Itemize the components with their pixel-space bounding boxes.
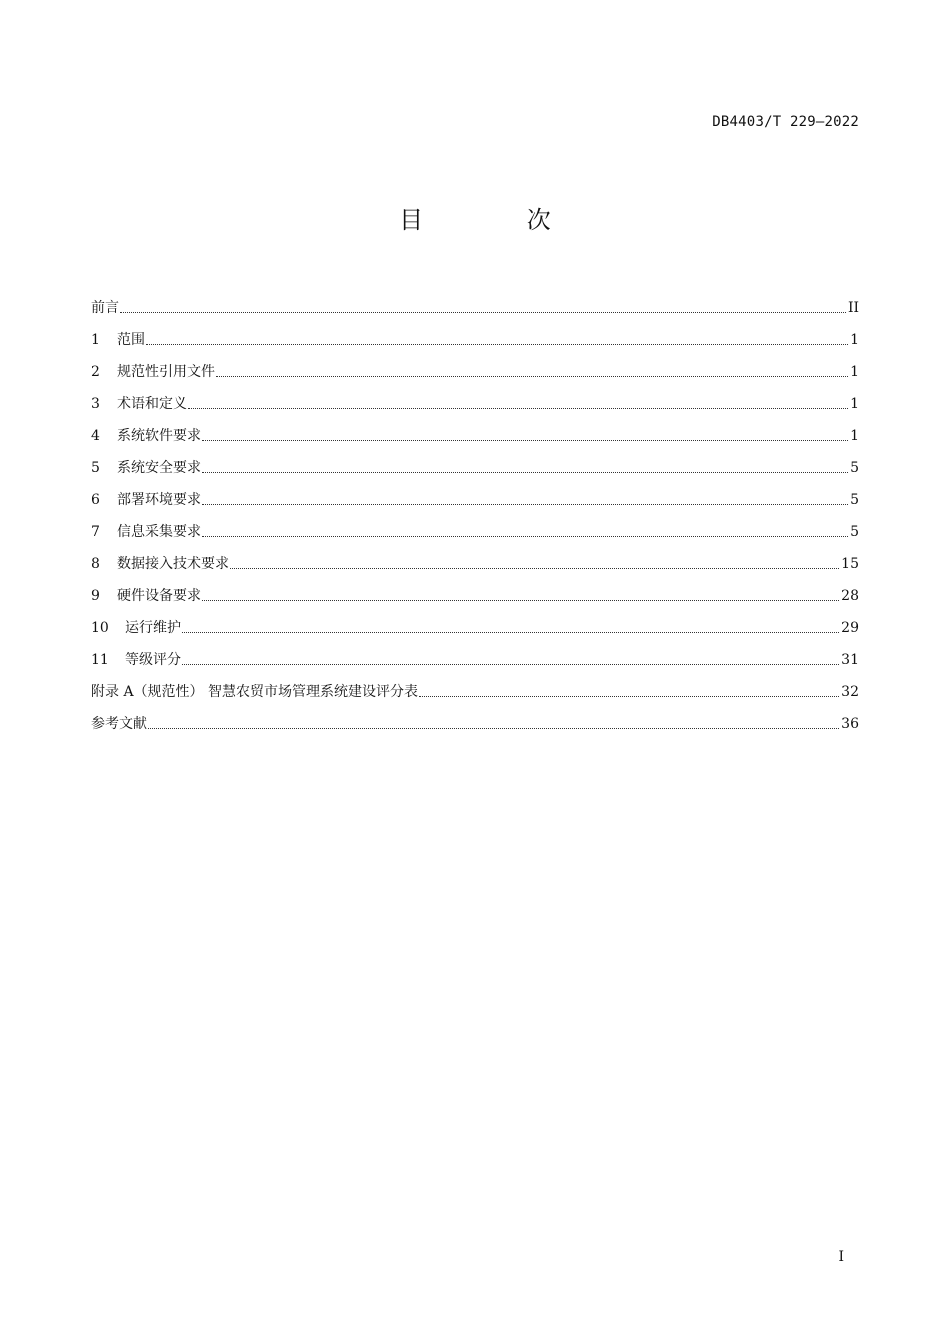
toc-entry-label: 硬件设备要求 [117,588,201,604]
toc-entry-label: 部署环境要求 [117,492,201,508]
toc-dot-leader [148,727,839,729]
toc-entry-page: 1 [850,364,859,380]
toc-entry-number: 2 [91,364,100,380]
toc-entry-number: 6 [91,492,100,508]
toc-entry[interactable] [91,639,859,671]
toc-dot-leader [202,503,848,505]
toc-entry-label: 系统软件要求 [117,428,201,444]
page-title: 目 次 [399,206,599,234]
toc-entry-page: 28 [841,588,859,604]
toc-entry[interactable] [91,543,859,575]
toc-entry[interactable] [91,703,859,735]
toc-dot-leader [216,375,848,377]
toc-entry[interactable] [91,319,859,351]
toc-entry-number: 10 [91,620,109,636]
toc-entry-number: 8 [91,556,100,572]
toc-entry-label: 规范性引用文件 [117,364,215,380]
toc-entry-label: 数据接入技术要求 [117,556,229,572]
toc-entry-label: 前言 [91,300,119,316]
toc-entry-page: II [847,300,859,316]
toc-entry[interactable] [91,607,859,639]
toc-dot-leader [120,311,846,313]
toc-dot-leader [146,343,848,345]
toc-dot-leader [182,631,839,633]
toc-entry[interactable] [91,671,859,703]
toc-dot-leader [182,663,839,665]
toc-dot-leader [419,695,839,697]
toc-entry-page: 1 [850,332,859,348]
page-number: I [838,1249,844,1265]
toc-entry-number: 7 [91,524,100,540]
toc-entry-page: 1 [850,396,859,412]
toc-entry-label: 参考文献 [91,716,147,732]
toc-entry-page: 31 [841,652,859,668]
toc-entry-label: 系统安全要求 [117,460,201,476]
toc-entry-page: 36 [841,716,859,732]
toc-entry[interactable] [91,351,859,383]
toc-entry-page: 5 [850,460,859,476]
toc-entry-label: 范围 [117,332,145,348]
table-of-contents [91,287,859,735]
toc-entry-label: 附录 A（规范性） 智慧农贸市场管理系统建设评分表 [91,684,419,700]
toc-entry[interactable] [91,383,859,415]
standard-code: DB4403/T 229—2022 [712,114,859,130]
toc-dot-leader [202,471,848,473]
toc-entry-page: 5 [850,524,859,540]
toc-entry-page: 29 [841,620,859,636]
toc-entry-label: 运行维护 [125,620,181,636]
toc-entry-number: 1 [91,332,100,348]
toc-dot-leader [202,439,848,441]
toc-dot-leader [230,567,839,569]
toc-dot-leader [202,599,839,601]
toc-entry-number: 3 [91,396,100,412]
toc-entry-number: 4 [91,428,100,444]
toc-entry-number: 5 [91,460,100,476]
toc-entry[interactable] [91,479,859,511]
toc-entry[interactable] [91,511,859,543]
toc-dot-leader [188,407,848,409]
toc-entry-label: 等级评分 [125,652,181,668]
toc-entry-label: 术语和定义 [117,396,187,412]
toc-entry-page: 15 [841,556,859,572]
toc-entry-page: 1 [850,428,859,444]
toc-entry-number: 11 [91,652,109,668]
toc-entry[interactable] [91,415,859,447]
toc-entry-label: 信息采集要求 [117,524,201,540]
toc-entry-page: 32 [841,684,859,700]
toc-entry[interactable] [91,447,859,479]
toc-dot-leader [202,535,848,537]
toc-entry[interactable] [91,287,859,319]
toc-entry-page: 5 [850,492,859,508]
toc-entry-number: 9 [91,588,100,604]
toc-entry[interactable] [91,575,859,607]
